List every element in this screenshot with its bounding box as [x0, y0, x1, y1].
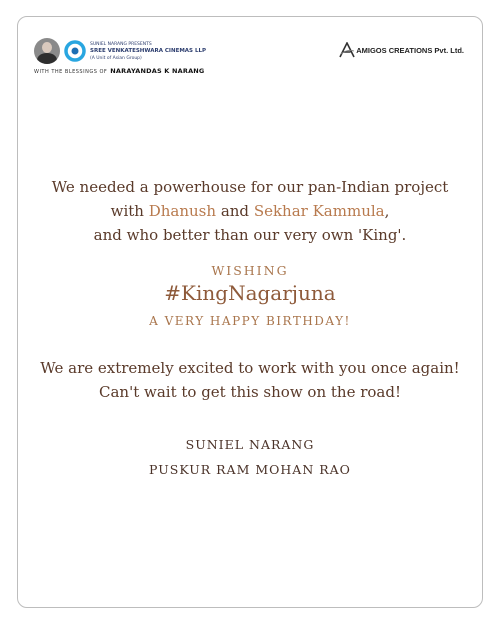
- producer-line-3: (A Unit of Asian Group): [90, 55, 142, 61]
- producer-text: [90, 41, 206, 62]
- signatory-1: SUNIEL NARANG: [185, 437, 315, 452]
- intro-paragraph: [17, 175, 483, 247]
- amigos-logo: [339, 42, 464, 58]
- letter-card: [17, 16, 483, 608]
- amigos-name: AMIGOS CREATIONS Pvt. Ltd.: [356, 45, 464, 55]
- asian-group-ring-logo: [64, 40, 86, 62]
- wishing-label: WISHING: [211, 263, 289, 278]
- blessing-line: [34, 67, 204, 75]
- blessing-prefix: WITH THE BLESSINGS OF: [34, 69, 108, 75]
- excited-paragraph: [17, 356, 483, 404]
- excited-line-2: Can't wait to get this show on the road!: [99, 383, 401, 401]
- signatories: [17, 432, 483, 482]
- producer-logo: [34, 38, 206, 64]
- birthday-greeting: A VERY HAPPY BIRTHDAY!: [149, 314, 351, 328]
- producer-line-1: SUNIEL NARANG PRESENTS: [90, 41, 152, 47]
- excited-line-1: We are extremely excited to work with you once again!: [40, 359, 460, 377]
- name-dhanush: Dhanush: [148, 202, 217, 220]
- intro-line-1: We needed a powerhouse for our pan-Indian project: [51, 178, 449, 196]
- intro-line-2: with Dhanush and Sekhar Kammula,: [110, 202, 390, 220]
- amigos-a-icon: [339, 42, 355, 58]
- producer-line-2: SREE VENKATESHWARA CINEMAS LLP: [90, 47, 206, 54]
- name-sekhar-kammula: Sekhar Kammula: [253, 202, 385, 220]
- signatory-2: PUSKUR RAM MOHAN RAO: [149, 462, 351, 477]
- portrait-photo: [34, 38, 60, 64]
- intro-line-3: and who better than our very own 'King'.: [93, 226, 407, 244]
- blessing-name: NARAYANDAS K NARANG: [110, 67, 205, 75]
- hashtag: #KingNagarjuna: [164, 281, 336, 305]
